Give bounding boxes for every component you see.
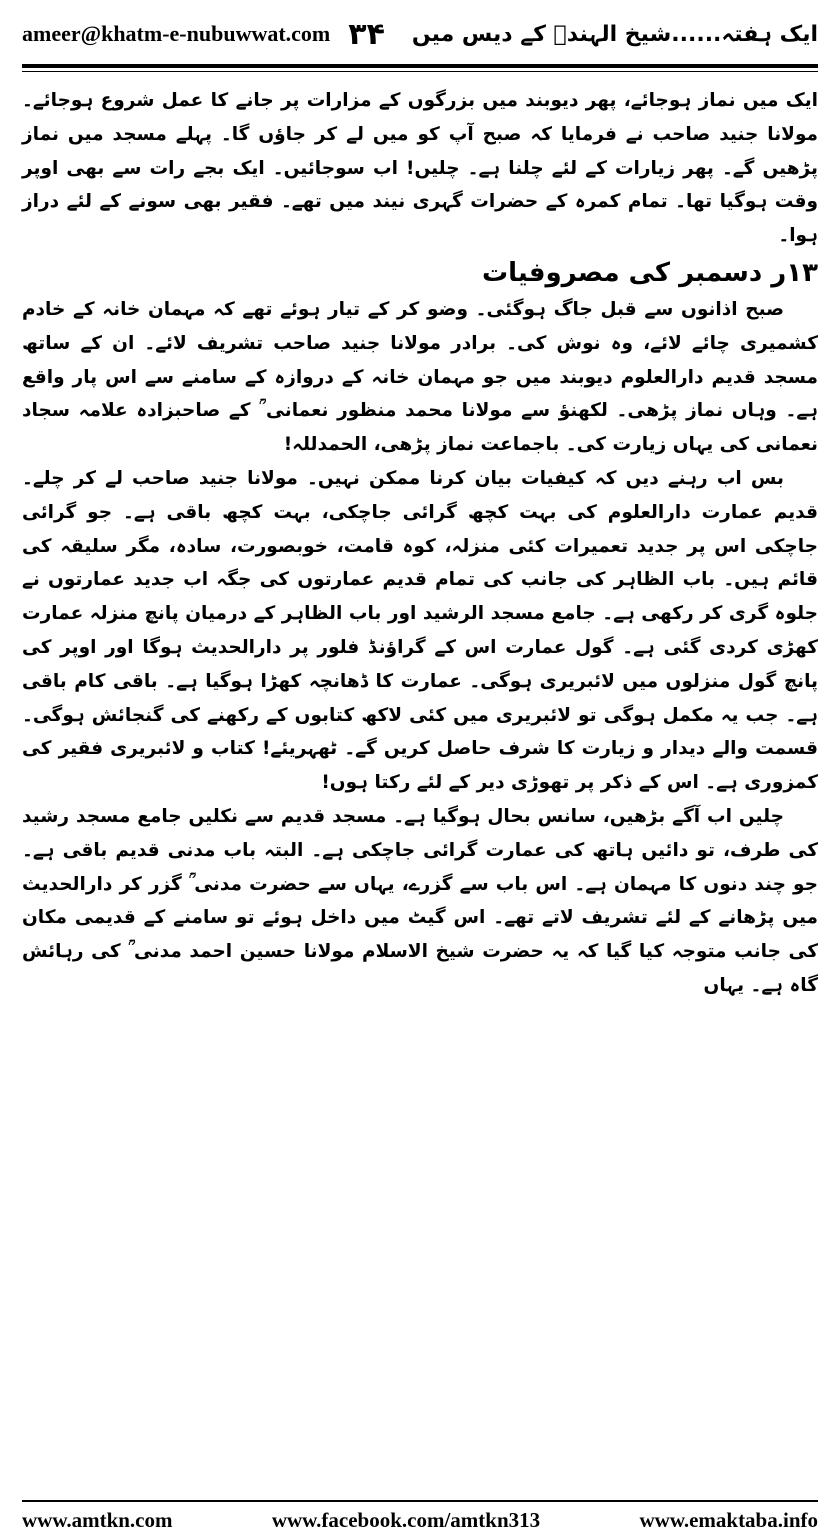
section-heading: ۱۳ر دسمبر کی مصروفیات	[481, 257, 818, 288]
footer-link-emaktaba[interactable]: www.emaktaba.info	[639, 1508, 818, 1532]
page-number: ۳۴	[348, 16, 385, 52]
header-rule-thin	[22, 71, 818, 72]
footer-rule	[22, 1500, 818, 1502]
page-body	[22, 84, 818, 1003]
page-footer	[22, 1508, 818, 1533]
page-header	[22, 14, 818, 54]
header-rule-thick	[22, 64, 818, 68]
paragraph-1: ایک میں نماز ہوجائے، پھر دیوبند میں بزرگوں کے مزارات پر جانے کا عمل شروع ہوجائے۔ مولانا جنید صاحب نے فرمایا کہ صبح آپ کو میں لے کر جاؤں گا۔ پہلے مسجد میں نماز پڑھیں گے۔ پھر زیارات کے لئے چلنا ہے۔ چلیں! اب سوجائیں۔ ایک بجے رات سے بھی اوپر وقت ہوگیا تھا۔ تمام کمرہ کے حضرات گہری نیند میں تھے۔ فقیر بھی سونے کے لئے دراز ہوا۔	[22, 90, 818, 247]
paragraph-2: صبح اذانوں سے قبل جاگ ہوگئی۔ وضو کر کے تیار ہوئے تھے کہ مہمان خانہ کے خادم کشمیری چائے لائے، وہ نوش کی۔ برادر مولانا جنید صاحب تشریف لائے۔ ان کے ساتھ مسجد قدیم دارالعلوم دیوبند میں جو مہمان خانہ کے دروازہ کے سامنے سے اس پار واقع ہے۔ وہاں نماز پڑھی۔ لکھنؤ سے مولانا محمد منظور نعمانی ؒ کے صاحبزادہ علامہ سجاد نعمانی کی یہاں زیارت کی۔ باجماعت نماز پڑھی، الحمدللہ!	[22, 298, 818, 456]
paragraph-3: بس اب رہنے دیں کہ کیفیات بیان کرنا ممکن نہیں۔ مولانا جنید صاحب لے کر چلے۔ قدیم عمارت دارالعلوم کی بہت کچھ گرائی جاچکی، بہت کچھ باقی ہے۔ جو گرائی جاچکی اس پر جدید تعمیرات کئی منزلہ، کوہ قامت، خوبصورت، سادہ، مگر سلیقہ کی قائم ہیں۔ باب الظاہر کی جانب کی تمام قدیم عمارتوں کی جگہ اب جدید عمارتوں نے جلوہ گری کر رکھی ہے۔ جامع مسجد الرشید اور باب الظاہر کے درمیان پانچ منزلہ عمارت کھڑی کردی گئی ہے۔ گول عمارت اس کے گراؤنڈ فلور پر دارالحدیث ہوگا اور اوپر کی پانچ گول منزلوں میں لائبریری ہوگی۔ عمارت کا ڈھانچہ کھڑا ہوگیا ہے۔ باقی کام باقی ہے۔ جب یہ مکمل ہوگی تو لائبریری میں کئی لاکھ کتابوں کے رکھنے کی گنجائش ہوگی۔ قسمت والے دیدار و زیارت کا شرف حاصل کریں گے۔ ٹھہریئے! کتاب و لائبریری فقیر کی کمزوری ہے۔ اس کے ذکر پر تھوڑی دیر کے لئے رکتا ہوں!	[22, 467, 818, 794]
header-email: ameer@khatm-e-nubuwwat.com	[22, 21, 331, 46]
header-left	[22, 17, 385, 52]
footer-link-facebook[interactable]: www.facebook.com/amtkn313	[271, 1508, 541, 1532]
running-title: ایک ہفتہ......شیخ الہندؒ کے دیس میں	[411, 21, 818, 47]
footer-link-amtkn[interactable]: www.amtkn.com	[22, 1508, 173, 1532]
paragraph-4: چلیں اب آگے بڑھیں، سانس بحال ہوگیا ہے۔ مسجد قدیم سے نکلیں جامع مسجد رشید کی طرف، تو دائیں ہاتھ کی عمارت گرائی جاچکی ہے۔ البتہ باب مدنی قدیم باقی ہے۔ جو چند دنوں کا مہمان ہے۔ اس باب سے گزرے، یہاں سے حضرت مدنی ؒ گزر کر دارالحدیث میں پڑھانے کے لئے تشریف لاتے تھے۔ اس گیٹ میں داخل ہوئے تو سامنے کے قدیمی مکان کی جانب متوجہ کیا گیا کہ یہ حضرت شیخ الاسلام مولانا حسین احمد مدنی ؒ کی رہائش گاہ ہے۔ یہاں	[22, 805, 818, 996]
